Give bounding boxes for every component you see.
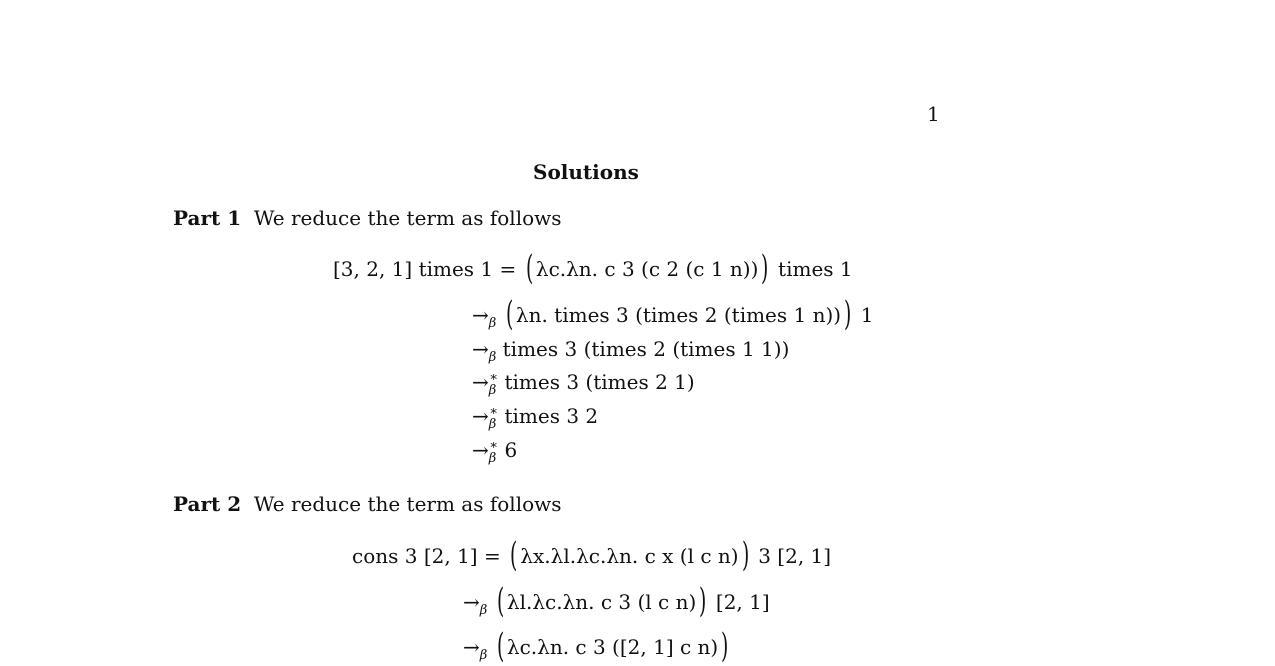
- beta-arrow: $\to_\beta$: [463, 590, 488, 618]
- part1-line0: λc.λn. c 3 (c 2 (c 1 n)): [535, 257, 759, 281]
- beta-arrow: $\to_\beta$: [463, 635, 488, 663]
- close-paren: ): [741, 535, 749, 575]
- beta-arrow: $\to_\beta$: [472, 337, 497, 365]
- beta-star-arrow: $\to_\beta^∗$: [472, 404, 499, 432]
- part1-line4: times 3 2: [504, 404, 599, 428]
- part1-line1: λn. times 3 (times 2 (times 1 n)): [515, 303, 842, 327]
- part1-line0-tail: times 1: [778, 257, 853, 281]
- beta-star-arrow: $\to_\beta^∗$: [472, 370, 499, 398]
- part1-intro: We reduce the term as follows: [253, 206, 562, 230]
- open-paren: (: [496, 626, 504, 666]
- part2-intro: We reduce the term as follows: [253, 492, 562, 516]
- part1-line3: times 3 (times 2 1): [504, 370, 695, 394]
- part1-line5: 6: [504, 438, 518, 462]
- part1-label: Part 1: [173, 206, 242, 230]
- open-paren: (: [505, 294, 513, 334]
- close-paren: ): [844, 294, 852, 334]
- part2-lhs: cons 3 [2, 1] =: [352, 544, 501, 568]
- beta-arrow: $\to_\beta$: [472, 303, 497, 331]
- close-paren: ): [761, 248, 769, 288]
- part1-row-3: [472, 370, 695, 398]
- part2-line1: λl.λc.λn. c 3 (l c n): [506, 590, 697, 614]
- page-title: Solutions: [533, 160, 639, 184]
- part2-row-1: [463, 581, 770, 621]
- beta-star-arrow: $\to_\beta^∗$: [472, 438, 499, 466]
- open-paren: (: [525, 248, 533, 288]
- close-paren: ): [721, 626, 729, 666]
- part1-row-4: [472, 404, 599, 432]
- part1-heading: [173, 206, 562, 230]
- part2-heading: [173, 492, 562, 516]
- close-paren: ): [699, 581, 707, 621]
- part1-row-5: [472, 438, 518, 466]
- open-paren: (: [496, 581, 504, 621]
- part1-line2: times 3 (times 2 (times 1 1)): [502, 337, 790, 361]
- part2-line0: λx.λl.λc.λn. c x (l c n): [520, 544, 739, 568]
- part2-row-0: [352, 535, 832, 575]
- part2-row-2: [463, 626, 732, 666]
- part1-row-1: [472, 294, 874, 334]
- part1-row-2: [472, 337, 790, 365]
- part2-line2: λc.λn. c 3 ([2, 1] c n): [506, 635, 719, 659]
- part1-lhs: [3, 2, 1] times 1 =: [333, 257, 517, 281]
- page-number: 1: [927, 102, 940, 126]
- part1-line1-tail: 1: [860, 303, 874, 327]
- part2-line0-tail: 3 [2, 1]: [758, 544, 832, 568]
- part1-row-0: [333, 248, 853, 288]
- part2-label: Part 2: [173, 492, 242, 516]
- part2-line1-tail: [2, 1]: [715, 590, 770, 614]
- open-paren: (: [510, 535, 518, 575]
